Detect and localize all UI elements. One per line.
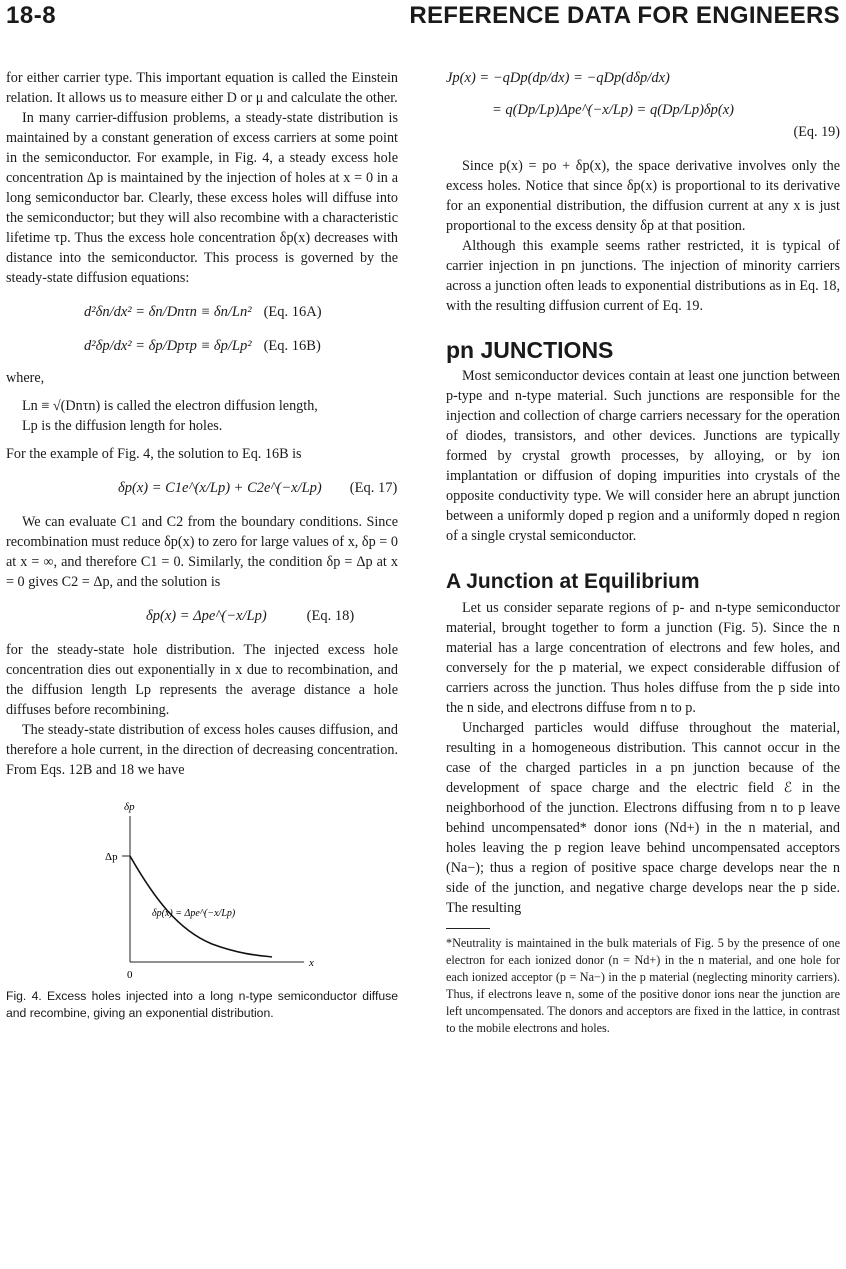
equation-19-label: (Eq. 19) [793, 124, 840, 140]
figure-4 [6, 800, 398, 980]
equation-16a: d²δn/dx² = δn/Dnτn ≡ δn/Ln² (Eq. 16A) [84, 304, 322, 320]
page-number: 18-8 [6, 2, 57, 29]
equation-16b: d²δp/dx² = δp/Dpτp ≡ δp/Lp² (Eq. 16B) [84, 338, 321, 354]
y-axis-label: δp [124, 801, 135, 813]
footnote: *Neutrality is maintained in the bulk materials of Fig. 5 by the presence of one electron for each ionized donor (n = Nd+) in the n material, and one hole for each ionized acceptor (p = Na−) in the p material (neglecting minority carriers). Thus, if electrons leave n, some of the positive donor ions near the junction are left uncompensated. The donors and acceptors are fixed in the lattice, in contrast to the mobile electrons and holes. [446, 936, 840, 1035]
paragraph: Let us consider separate regions of p- and n-type semiconductor material, brought together to form a junction (Fig. 5). Since the n material has a large concentration of electrons and few holes, and conversely for the p material, we expect considerable diffusion of carriers across the junction. Thus holes diffuse from the p side into the n side, and electrons diffuse from n to p. [446, 600, 840, 716]
footnote-rule [446, 928, 490, 929]
paragraph: The steady-state distribution of excess holes causes diffusion, and therefore a hole current, in the direction of decreasing concentration. From Eqs. 12B and 18 we have [6, 722, 398, 778]
paragraph: Most semiconductor devices contain at least one junction between p-type and n-type material. Such junctions are responsible for the injection and collection of charge carriers necessary for the operation of diodes, transistors, and other devices. Junctions are typically formed by crystal growth processes, by alloying, or by ion implantation or diffusion of doping impurities into crystals of the opposite conductivity type. We will consider here an abrupt junction between a uniformly doped p region and a uniformly doped n region of a single crystal semiconductor. [446, 368, 840, 544]
curve-label: δp(x) = Δpe^(−x/Lp) [152, 908, 236, 919]
where-label: where, [6, 370, 45, 386]
origin-label: 0 [127, 969, 133, 980]
figure-4-plot [6, 800, 398, 980]
equation-19-line-1: Jp(x) = −qDp(dp/dx) = −qDp(dδp/dx) [446, 70, 670, 86]
equation-19-line-2: = q(Dp/Lp)Δpe^(−x/Lp) = q(Dp/Lp)δp(x) [492, 102, 735, 118]
left-column [6, 68, 398, 1022]
equation-17: δp(x) = C1e^(x/Lp) + C2e^(−x/Lp) (Eq. 17) [118, 480, 398, 496]
paragraph: We can evaluate C1 and C2 from the boundary conditions. Since recombination must reduce δp(x) to zero for large values of x, δp = 0 at x = ∞, and therefore C1 = 0. Similarly, the condition δp = Δp at x = 0 gives C2 = Δp, and the solution is [6, 514, 398, 590]
paragraph: In many carrier-diffusion problems, a steady-state distribution is maintained by a constant generation of excess carriers at some point in the semiconductor. For example, in Fig. 4, a steady excess hole concentration Δp is maintained by the injection of holes at x = 0 in a long semiconductor bar. Clearly, these excess holes will diffuse into the semiconductor; but they will also recombine with a characteristic lifetime τp. Thus the excess hole concentration δp(x) decreases with distance into the semiconductor. This process is governed by the steady-state diffusion equations: [6, 110, 398, 286]
running-title: REFERENCE DATA FOR ENGINEERS [409, 2, 840, 29]
ln-definition: Ln ≡ √(Dnτn) is called the electron diffusion length, [22, 398, 318, 414]
equation-18: δp(x) = Δpe^(−x/Lp) (Eq. 18) [146, 608, 355, 624]
paragraph: Uncharged particles would diffuse throughout the material, resulting in a homogeneous distribution. This cannot occur in the case of the charged particles in a pn junction because of the development of space charge and the electric field ℰ in the neighborhood of the junction. Electrons diffusing from n to p leave behind uncompensated* donor ions (Nd+) in the n material, and holes leaving the p region leave behind uncompensated acceptors (Na−); thus a region of positive space charge develops near the n side of the junction, and negative charge develops near the p side. The resulting [446, 720, 840, 916]
right-column [446, 68, 840, 1037]
paragraph: Since p(x) = po + δp(x), the space derivative involves only the excess holes. Notice that since δp(x) is proportional to its derivative for an exponential distribution, the diffusion current at any x is just proportional to the excess density δp at that position. [446, 158, 840, 234]
section-heading: pn JUNCTIONS [446, 337, 614, 363]
paragraph: For the example of Fig. 4, the solution to Eq. 16B is [6, 446, 302, 462]
decay-curve [130, 856, 272, 957]
paragraph: for either carrier type. This important equation is called the Einstein relation. It allows us to measure either D or μ and calculate the other. [6, 70, 398, 106]
x-axis-label: x [309, 957, 314, 969]
page-header [0, 0, 846, 40]
lp-definition: Lp is the diffusion length for holes. [22, 418, 223, 434]
dp-label: Δp [105, 851, 118, 863]
paragraph: for the steady-state hole distribution. The injected excess hole concentration dies out exponentially in x due to recombination, and the diffusion length Lp represents the average distance a hole diffuses before recombining. [6, 642, 398, 718]
figure-4-caption: Fig. 4. Excess holes injected into a long n-type semiconductor diffuse and recombine, giving an exponential distribution. [6, 989, 398, 1020]
subsection-heading: A Junction at Equilibrium [446, 570, 700, 593]
paragraph: Although this example seems rather restricted, it is typical of carrier injection in pn junctions. The injection of minority carriers across a junction often leads to exponential distributions as in Eq. 18, with the resulting diffusion current of Eq. 19. [446, 238, 840, 314]
